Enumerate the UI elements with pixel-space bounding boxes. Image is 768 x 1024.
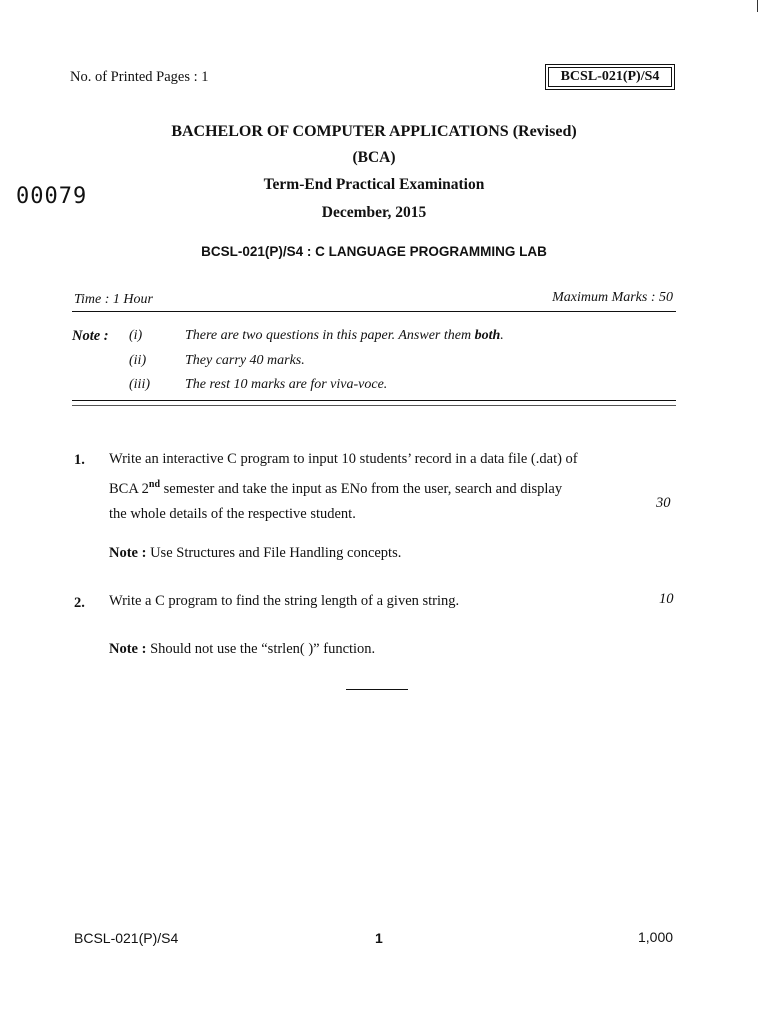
course-title: BCSL-021(P)/S4 : C LANGUAGE PROGRAMMING LAB [201,244,547,259]
question-number: 2. [74,595,85,611]
question-line: Write an interactive C program to input 10 students’ record in a data file (.dat) of [109,451,578,467]
note-item-text-end: . [500,328,504,343]
note-item-number: (ii) [129,353,147,368]
note-label: Note : [72,328,109,344]
ordinal-suffix: nd [148,479,161,490]
note-item-bold: both [474,328,501,343]
question-line: the whole details of the respective student. [109,505,356,522]
question-line-end: semester and take the input as ENo from the user, search and display [160,480,563,497]
printed-pages: No. of Printed Pages : 1 [70,69,209,85]
page-edge-mark [757,0,758,12]
question-number: 1. [74,452,85,468]
footer-page-number: 1 [375,930,383,946]
question-marks: 30 [656,495,671,511]
divider-bottom [72,400,676,401]
time-allowed: Time : 1 Hour [74,292,153,307]
note-item-number: (iii) [129,377,150,392]
divider-bottom-thin [72,405,676,406]
question-note-text: Should not use the “strlen( )” function. [146,641,376,657]
note-item [129,328,504,344]
note-item [129,377,387,393]
question-line-start: BCA 2 [109,480,149,497]
question-note-label: Note : [109,545,147,561]
question-text [109,447,657,527]
note-item-text: They carry 40 marks. [185,353,305,368]
degree-title: BACHELOR OF COMPUTER APPLICATIONS (Revised) [171,123,577,140]
note-item-number: (i) [129,328,143,343]
end-of-paper-line [346,689,408,690]
note-item [129,353,305,369]
divider-top [72,311,676,312]
serial-number: 00079 [16,184,88,209]
question-text: Write a C program to find the string length of a given string. [109,593,460,609]
question-line [109,472,657,502]
question-marks: 10 [659,591,674,607]
footer-paper-code: BCSL-021(P)/S4 [74,930,179,946]
question-note [109,545,401,562]
degree-abbr: (BCA) [352,149,396,166]
paper-code: BCSL-021(P)/S4 [560,69,660,84]
paper-code-box [545,64,675,90]
question-note [109,641,375,658]
question-note-text: Use Structures and File Handling concepts. [146,545,402,561]
question-note-label: Note : [109,641,147,657]
note-item-text: The rest 10 marks are for viva-voce. [185,377,388,392]
exam-title: Term-End Practical Examination [263,176,485,193]
exam-date: December, 2015 [321,204,427,221]
maximum-marks: Maximum Marks : 50 [552,290,673,305]
footer-copies: 1,000 [638,929,674,945]
note-item-text: There are two questions in this paper. Answer them [185,328,475,343]
